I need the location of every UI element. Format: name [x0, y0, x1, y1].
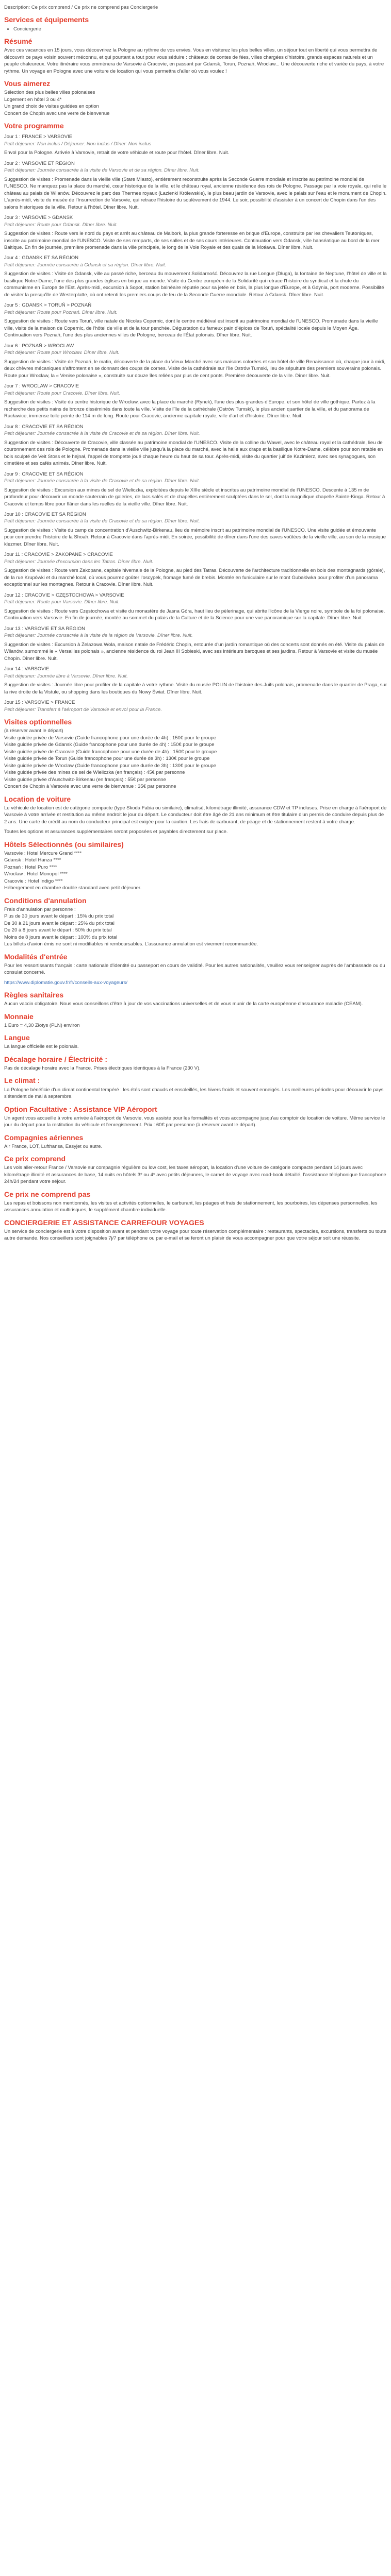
visites-opt-title: Visites optionnelles [4, 718, 72, 726]
day-title: Jour 3 : VARSOVIE > GDANSK [4, 215, 73, 221]
hotel-line: Poznań : Hotel Puro **** [4, 864, 57, 870]
visite-option-line: Visite guidée privée d'Auschwitz-Birkenau (en français) : 55€ par personne [4, 776, 166, 783]
location-title: Location de voiture [4, 794, 71, 803]
day-meals: Petit déjeuner: Journée libre à Varsovie. Dîner libre. Nuit. [4, 673, 128, 679]
day-description: Suggestion de visites : Route vers Zakopane, capitale hivernale de la Pologne, au pied des Tatras. Découverte de l'architecture traditionnelle en bois des montagnards (górale), de la rue Krupówki et du marché local, où vous pourrez goûter l'oscypek, fromage fumé de brebis. Montée en funiculaire sur le mont Gubałówka pour profiter d'un panorama exceptionnel sur les montagnes. Retour à Cracovie. Dîner libre. Nuit. [4, 568, 385, 588]
day-meals: Petit déjeuner: Route pour Poznań. Dîner libre. Nuit. [4, 309, 118, 315]
visite-option-line: Visite guidée privée de Varsovie (Guide francophone pour une durée de 4h) : 150€ pour le groupe [4, 735, 217, 741]
location-text: Le véhicule de location est de catégorie compacte (type Skoda Fabia ou similaire), climatisé, kilométrage illimité, assurance CDW et TP incluses. Prise en charge à l'aéroport de Varsovie à votre arrivée et restitution au même endroit le jour du départ. Le conducteur doit être âgé de 21 ans minimum et être titulaire d'un permis de conduire depuis plus de 2 ans. Une carte de crédit au nom du conducteur principal est exigée pour la caution. Les frais de carburant, de péage et de stationnement restent à votre charge. [4, 805, 387, 825]
hotels-title: Hôtels Sélectionnés (ou similaires) [4, 840, 124, 849]
vous-aimerez-line: Concert de Chopin avec une verre de bienvenue [4, 110, 110, 116]
day-description: Suggestion de visites : Découverte de Cracovie, ville classée au patrimoine mondial de l'UNESCO. Visite de la colline du Wawel, avec le château royal et la cathédrale, lieu de couronnement des rois de Pologne. Promenade dans la vieille ville jusqu'à la place du marché, avec la halle aux draps et la basilique Notre-Dame, célèbre pour son retable en bois sculpté de Veit Stoss et le hejnał, l'appel de trompette joué chaque heure du haut de sa tour. Après-midi, visite du quartier juif de Kazimierz, avec ses synagogues, son cimetière et ses cafés animés. Dîner libre. Nuit. [4, 439, 383, 467]
services-list [4, 26, 387, 32]
langue-text: La langue officielle est le polonais. [4, 1044, 79, 1050]
aeriennes-title: Compagnies aériennes [4, 1133, 84, 1142]
ce-prix-title: Ce prix comprend [4, 1155, 66, 1163]
day-meals: Petit déjeuner: Route pour Gdansk. Dîner libre. Nuit. [4, 222, 118, 228]
decalage-text: Pas de décalage horaire avec la France. Prises électriques identiques à la France (230 V). [4, 1065, 201, 1071]
visite-option-line: Concert de Chopin à Varsovie avec une verre de bienvenue : 35€ par personne [4, 784, 176, 790]
day-meals: Petit déjeuner: Route pour Cracovie. Dîner libre. Nuit. [4, 390, 120, 396]
option-text: Un agent vous accueille à votre arrivée à l'aéroport de Varsovie, vous assiste pour les formalités et vous accompagne jusqu'au comptoir de location de voiture. Même service le jour du départ pour la restitution du véhicule et l'enregistrement. Prix : 60€ par personne (à réserver avant le départ). [4, 1115, 385, 1128]
condition-line: Plus de 30 jours avant le départ : 15% du prix total [4, 913, 114, 920]
service-item: • Conciergerie [13, 26, 387, 32]
hotel-line: Gdansk : Hotel Hanza **** [4, 857, 61, 863]
climat-text: La Pologne bénéficie d'un climat continental tempéré : les étés sont chauds et ensoleillés, les hivers froids et souvent enneigés. Les meilleures périodes pour découvrir le pays s'étendent de mai à septembre. [4, 1087, 384, 1100]
day-description: Suggestion de visites : Route vers Częstochowa et visite du monastère de Jasna Góra, haut lieu de pèlerinage, qui abrite l'icône de la Vierge noire, symbole de la foi polonaise. Continuation vers Varsovie. En fin de journée, montée au sommet du palais de la Culture et de la Science pour une vue panoramique sur la capitale. Dîner libre. Nuit. [4, 608, 385, 621]
vous-aimerez-title: Vous aimerez [4, 79, 51, 88]
day-title: Jour 2 : VARSOVIE ET RÉGION [4, 160, 75, 166]
day-description: Suggestion de visites : Promenade dans la vieille ville (Stare Miasto), entièrement reconstruite après la Seconde Guerre mondiale et inscrite au patrimoine mondial de l'UNESCO. Ne manquez pas la place du marché, cœur historique de la ville, et le château royal, ancienne résidence des rois de Pologne. Passage par la voie royale, qui relie le château au palais de Wilanów. Découvrez le parc des Thermes royaux (Łazienki Królewskie), le plus beau jardin de Varsovie, avec le palais sur l'eau et le monument de Chopin. L'après-midi, visite du musée de l'Insurrection de Varsovie, qui retrace l'histoire du soulèvement de 1944. Le soir, possibilité d'assister à un concert de Chopin dans l'un des salons historiques de la ville. Retour à l'hôtel. Dîner libre. Nuit. [4, 176, 387, 210]
climat-title: Le climat : [4, 1076, 40, 1085]
product-page [0, 0, 391, 1250]
sanitaires-title: Règles sanitaires [4, 991, 64, 999]
formalites-title: Modalités d'entrée [4, 952, 68, 961]
vous-aimerez-line: Sélection des plus belles villes polonaises [4, 90, 95, 96]
location-note: Toutes les options et assurances supplémentaires seront proposées et payables directement sur place. [4, 829, 228, 835]
condition-line: De 20 à 8 jours avant le départ : 50% du prix total [4, 927, 112, 934]
monnaie-text: 1 Euro = 4,30 Złotys (PLN) environ [4, 1022, 80, 1028]
day-title: Jour 5 : GDANSK > TORUŃ > POZNAŃ [4, 302, 92, 309]
day-description: Suggestion de visites : Excursion aux mines de sel de Wieliczka, exploitées depuis le XIIIe siècle et inscrites au patrimoine mondial de l'UNESCO. Descente à 135 m de profondeur pour découvrir un monde souterrain de galeries, de lacs salés et de chapelles entièrement sculptées dans le sel, dont la magnifique chapelle Sainte-Kinga. Retour à Cracovie et temps libre pour flâner dans les ruelles de la vieille ville. Dîner libre. Nuit. [4, 487, 385, 507]
vous-aimerez-list [4, 89, 387, 117]
ne-comprend-title: Ce prix ne comprend pas [4, 1190, 91, 1198]
hotel-line: Cracovie : Hotel Indigo **** [4, 878, 63, 884]
condition-line: De 30 à 21 jours avant le départ : 25% du prix total [4, 920, 115, 926]
day-description: Suggestion de visites : Visite du camp de concentration d'Auschwitz-Birkenau, lieu de mémoire inscrit au patrimoine mondial de l'UNESCO. Une visite guidée et émouvante pour comprendre l'histoire de la Shoah. Retour à Cracovie dans l'après-midi. En soirée, possibilité de dîner dans l'une des caves voûtées de la vieille ville, au son de la musique klezmer. Dîner libre. Nuit. [4, 527, 386, 547]
aeriennes-text: Air France, LOT, Lufthansa, Easyjet ou autre. [4, 1143, 103, 1149]
day-meals: Petit déjeuner: Journée consacrée à Gdansk et sa région. Dîner libre. Nuit. [4, 262, 167, 268]
hotels-list [4, 850, 387, 885]
day-meals: Petit déjeuner: Route pour Varsovie. Dîner libre. Nuit. [4, 599, 120, 605]
day-meals: Petit déjeuner: Journée consacrée à la visite de Cracovie et de sa région. Dîner libre. Nuit. [4, 431, 200, 437]
condition-line: Frais d'annulation par personne : [4, 906, 76, 912]
vous-aimerez-line: Un grand choix de visites guidées en option [4, 104, 99, 110]
conditions-list [4, 906, 387, 941]
day-meals: Petit déjeuner: Transfert à l'aéroport de Varsovie et envol pour la France. [4, 706, 162, 713]
resume-title: Résumé [4, 37, 32, 46]
day-description: Suggestion de visites : Route vers Toruń, ville natale de Nicolas Copernic, dont le centre médiéval est inscrit au patrimoine mondial de l'UNESCO. Promenade dans la vieille ville, visite de la maison de Copernic, de l'hôtel de ville et de la tour penchée. Dégustation du fameux pain d'épices de Toruń, spécialité locale depuis le Moyen Âge. Continuation vers Poznań, l'une des plus anciennes villes de Pologne, berceau de l'État polonais. Dîner libre. Nuit. [4, 318, 378, 338]
programme-title: Votre programme [4, 122, 64, 130]
option-title: Option Facultative : Assistance VIP Aéroport [4, 1105, 157, 1113]
visite-option-line: Visite guidée privée de Gdansk (Guide francophone pour une durée de 4h) : 150€ pour le groupe [4, 742, 215, 748]
intro-text: Description: Ce prix comprend / Ce prix ne comprend pas Conciergerie [4, 5, 158, 10]
ce-prix-text: Les vols aller-retour France / Varsovie sur compagnie régulière ou low cost, les taxes aéroport, la location d'une voiture de catégorie compacte pendant 14 jours avec kilométrage illimité et assurances de base, 14 nuits en hôtels 3* ou 4* avec petits déjeuners, le carnet de voyage avec road-book détaillé, l'assistance téléphonique francophone 24h/24 pendant votre séjour. [4, 1165, 386, 1185]
visites-opt-intro: (à réserver avant le départ) [4, 728, 63, 734]
day-meals: Petit déjeuner: Journée consacrée à la visite de Varsovie et de sa région. Dîner libre. Nuit. [4, 167, 200, 174]
day-meals: Petit déjeuner: Journée d'excursion dans les Tatras. Dîner libre. Nuit. [4, 558, 154, 565]
resume-text: Avec ces vacances en 15 jours, vous découvrirez la Pologne au rythme de vos envies. Vous en visiterez les plus belles villes, un séjour tout en liberté qui vous permettra de découvrir ce pays voisin souvent méconnu, et qui pourtant a tout pour vous séduire : châteaux de contes de fées, villes chargées d'histoire, grands espaces naturels et un peuple chaleureux. Votre itinéraire vous emmènera de Varsovie à Cracovie, en passant par Gdansk, Torun, Poznań, Wroclaw... Une découverte riche et variée du pays, à votre rythme. Un voyage en Pologne avec une voiture de location qui vous permettra d'aller où vous voulez ! [4, 47, 384, 74]
day-title: Jour 9 : CRACOVIE ET SA RÉGION [4, 471, 84, 477]
day-description: Suggestion de visites : Journée libre pour profiter de la capitale à votre rythme. Visite du musée POLIN de l'histoire des Juifs polonais, promenade dans le quartier de Praga, sur la rive droite de la Vistule, ou shopping dans les boutiques du Nowy Świat. Dîner libre. Nuit. [4, 682, 387, 695]
day-meals: Petit déjeuner: Journée consacrée à la visite de la région de Varsovie. Dîner libre. Nuit. [4, 633, 193, 639]
day-description: Suggestion de visites : Visite de Gdansk, ville au passé riche, berceau du mouvement Solidarność. Découvrez la rue Longue (Długa), la fontaine de Neptune, l'hôtel de ville et la basilique Notre-Dame, l'une des plus grandes églises en brique au monde. Visite du Centre européen de la Solidarité qui retrace l'histoire du syndicat et la chute du communisme en Europe de l'Est. Après-midi, excursion à Sopot, station balnéaire réputée pour sa jetée en bois, la plus longue d'Europe, et à Gdynia, port moderne. Possibilité de visiter la presqu'île de Westerplatte, où ont retenti les premiers coups de feu de la Seconde Guerre mondiale. Retour à Gdansk. Dîner libre. Nuit. [4, 271, 387, 298]
conditions-title: Conditions d'annulation [4, 896, 87, 905]
day-meals: Petit déjeuner: Journée consacrée à la visite de Cracovie et de sa région. Dîner libre. Nuit. [4, 478, 200, 484]
day-title: Jour 8 : CRACOVIE ET SA RÉGION [4, 423, 84, 430]
hotels-note: Hébergement en chambre double standard avec petit déjeuner. [4, 885, 142, 891]
day-title: Jour 10 : CRACOVIE ET SA RÉGION [4, 511, 86, 517]
day-title: Jour 13 : VARSOVIE ET SA RÉGION [4, 625, 85, 632]
conciergerie-text: Un service de conciergerie est à votre disposition avant et pendant votre voyage pour toute réservation complémentaire : restaurants, spectacles, excursions, transferts ou toute autre demande. Nos conseillers sont joignables 7j/7 par téléphone ou par e-mail et se feront un plaisir de vous accompagner pour que votre séjour soit une réussite. [4, 1228, 386, 1242]
day-title: Jour 12 : CRACOVIE > CZĘSTOCHOWA > VARSOVIE [4, 592, 124, 598]
day-title: Jour 14 : VARSOVIE [4, 666, 50, 672]
day-title: Jour 7 : WROCLAW > CRACOVIE [4, 383, 79, 389]
hotel-line: Wroclaw : Hotel Monopol **** [4, 871, 68, 877]
visite-option-line: Visite guidée privée des mines de sel de Wieliczka (en français) : 45€ par personne [4, 770, 185, 776]
monnaie-title: Monnaie [4, 1012, 34, 1021]
hotel-line: Varsovie : Hotel Mercure Grand **** [4, 850, 82, 856]
programme-days [4, 133, 387, 713]
sanitaires-text: Aucun vaccin obligatoire. Nous vous conseillons d'être à jour de vos vaccinations universelles et de vous munir de la carte européenne d'assurance maladie (CEAM). [4, 1001, 363, 1007]
day-title: Jour 4 : GDANSK ET SA RÉGION [4, 255, 78, 261]
day-meals: Petit déjeuner: Route pour Wrocław. Dîner libre. Nuit. [4, 350, 120, 356]
day-meals: Petit déjeuner: Non inclus / Déjeuner: Non inclus / Dîner: Non inclus [4, 141, 152, 147]
day-description: Envol pour la Pologne. Arrivée à Varsovie, retrait de votre véhicule et route pour l'hôtel. Dîner libre. Nuit. [4, 150, 230, 156]
langue-title: Langue [4, 1033, 30, 1042]
visite-option-line: Visite guidée privée de Cracovie (Guide francophone pour une durée de 4h) : 150€ pour le groupe [4, 749, 217, 755]
day-meals: Petit déjeuner: Journée consacrée à la visite de Cracovie et de sa région. Dîner libre. Nuit. [4, 518, 200, 524]
day-title: Jour 6 : POZNAŃ > WROCLAW [4, 343, 74, 349]
formalites-text: Pour les ressortissants français : carte nationale d'identité ou passeport en cours de validité. Pour les autres nationalités, veuillez vous renseigner auprès de l'ambassade ou du consulat concerné. [4, 962, 385, 976]
visites-opt-list [4, 735, 387, 790]
ne-comprend-text: Les repas et boissons non mentionnés, les visites et activités optionnelles, le carburant, les péages et frais de stationnement, les pourboires, les dépenses personnelles, les assurances annulation et multirisques, le supplément chambre individuelle. [4, 1200, 378, 1213]
day-title: Jour 1 : FRANCE > VARSOVIE [4, 134, 73, 140]
vous-aimerez-line: Logement en hôtel 3 ou 4* [4, 96, 62, 103]
decalage-title: Décalage horaire / Électricité : [4, 1055, 107, 1063]
conciergerie-title: CONCIERGERIE ET ASSISTANCE CARREFOUR VOYAGES [4, 1218, 204, 1227]
day-title: Jour 11 : CRACOVIE > ZAKOPANE > CRACOVIE [4, 552, 113, 558]
services-title: Services et équipements [4, 15, 89, 24]
day-title: Jour 15 : VARSOVIE > FRANCE [4, 700, 75, 706]
day-description: Suggestion de visites : Route vers le nord du pays et arrêt au château de Malbork, la plus grande forteresse en brique d'Europe, construite par les chevaliers Teutoniques, inscrite au patrimoine mondial de l'UNESCO. Visite de ses remparts, de ses salles et de ses cours intérieures. Continuation vers Gdansk, ville hanséatique au bord de la mer Baltique. En fin de journée, première promenade dans la ville principale, le long de la Voie Royale et des quais de la Motława. Dîner libre. Nuit. [4, 231, 380, 250]
visite-option-line: Visite guidée privée de Torun (Guide francophone pour une durée de 3h) : 130€ pour le groupe [4, 756, 210, 762]
day-description: Suggestion de visites : Visite du centre historique de Wrocław, avec la place du marché (Rynek), l'une des plus grandes d'Europe, et son hôtel de ville gothique. Partez à la recherche des petits nains de bronze disséminés dans toute la ville. Visite de l'île de la cathédrale (Ostrów Tumski), le plus ancien quartier de la ville, et du panorama de Racławice, immense toile peinte de 114 m de long. Route pour Cracovie, ancienne capitale royale, ville d'art et d'histoire. Dîner libre. Nuit. [4, 399, 376, 419]
visite-option-line: Visite guidée privée de Wroclaw (Guide francophone pour une durée de 3h) : 130€ pour le groupe [4, 762, 217, 769]
conditions-text: Les billets d'avion émis ne sont ni modifiables ni remboursables. L'assurance annulation est vivement recommandée. [4, 941, 258, 947]
condition-line: Moins de 8 jours avant le départ : 100% du prix total [4, 934, 118, 940]
day-description: Suggestion de visites : Excursion à Żelazowa Wola, maison natale de Frédéric Chopin, entourée d'un jardin romantique où des concerts sont donnés en été. Visite du palais de Wilanów, surnommé le « Versailles polonais », ancienne résidence du roi Jean III Sobieski, avec ses intérieurs baroques et ses jardins. Retour à Varsovie et visite du musée Chopin. Dîner libre. Nuit. [4, 641, 385, 662]
formalites-link[interactable]: https://www.diplomatie.gouv.fr/fr/conseils-aux-voyageurs/ [4, 979, 128, 986]
day-description: Suggestion de visites : Visite de Poznań, le matin, découverte de la place du Vieux Marché avec ses maisons colorées et son hôtel de ville Renaissance où, chaque jour à midi, deux chèvres mécaniques s'affrontent en se donnant des coups de cornes. Visite de la cathédrale sur l'île Ostrów Tumski, lieu de sépulture des premiers souverains polonais. Route pour Wrocław, la « Venise polonaise », construite sur douze îles reliées par plus de cent ponts. Première découverte de la ville. Dîner libre. Nuit. [4, 359, 385, 379]
